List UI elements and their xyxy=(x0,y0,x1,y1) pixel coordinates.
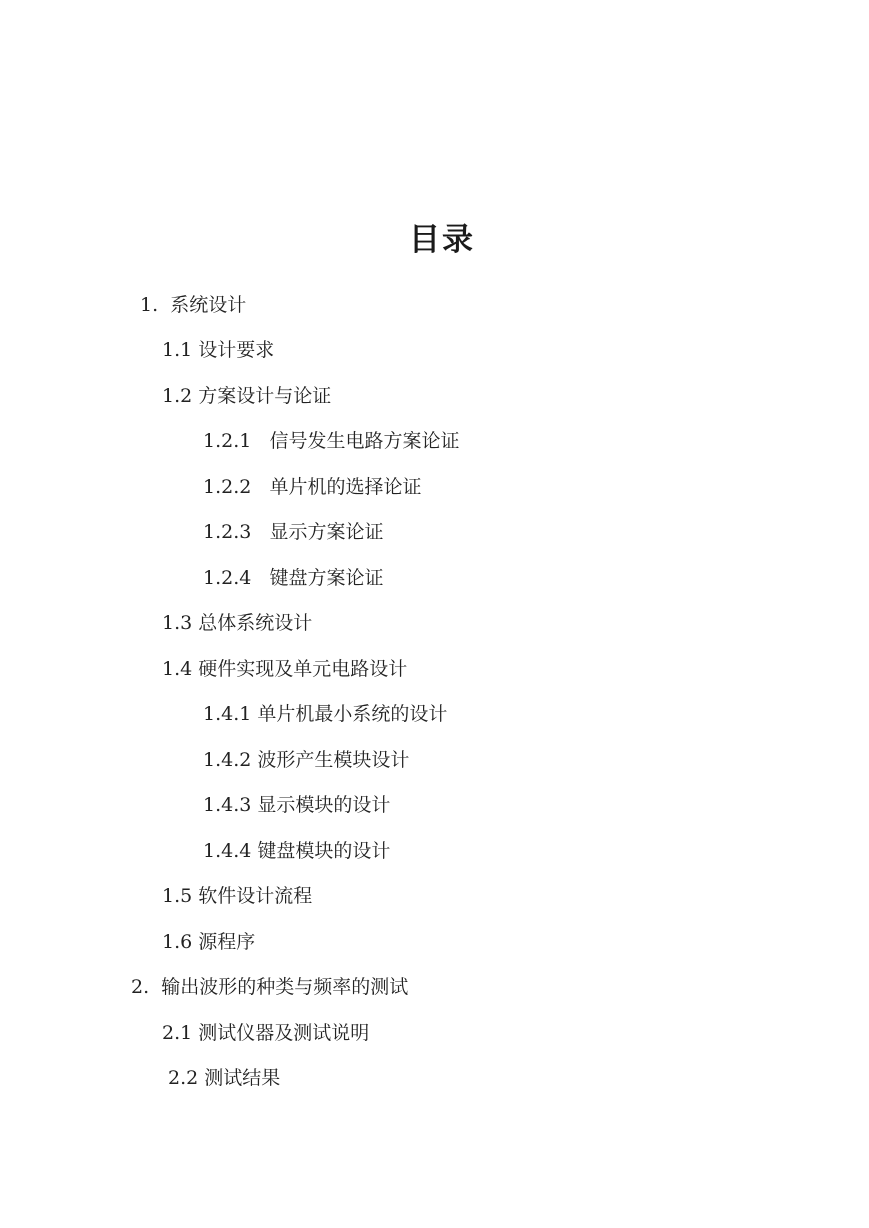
toc-entry: 1.1 设计要求 xyxy=(162,339,275,361)
toc-entry: 2. 输出波形的种类与频率的测试 xyxy=(131,976,409,998)
toc-entry: 2.2 测试结果 xyxy=(168,1067,281,1089)
toc-entry: 1.2 方案设计与论证 xyxy=(162,385,332,407)
toc-entry: 1.4.2 波形产生模块设计 xyxy=(203,749,410,771)
toc-entry: 1.4.4 键盘模块的设计 xyxy=(203,840,391,862)
toc-entry: 1.2.3 显示方案论证 xyxy=(203,521,384,543)
toc-entry: 2.1 测试仪器及测试说明 xyxy=(162,1022,370,1044)
toc-entry: 1.4.1 单片机最小系统的设计 xyxy=(203,703,448,725)
toc-entry: 1.4 硬件实现及单元电路设计 xyxy=(162,658,408,680)
toc-entry: 1.2.4 键盘方案论证 xyxy=(203,567,384,589)
toc-entry: 1.6 源程序 xyxy=(162,931,256,953)
toc-entry: 1.2.1 信号发生电路方案论证 xyxy=(203,430,460,452)
toc-entry: 1.5 软件设计流程 xyxy=(162,885,313,907)
toc-entry: 1.4.3 显示模块的设计 xyxy=(203,794,391,816)
toc-entry: 1. 系统设计 xyxy=(140,294,247,316)
toc-entry: 1.2.2 单片机的选择论证 xyxy=(203,476,422,498)
toc-title: 目录 xyxy=(409,222,475,258)
toc-entry: 1.3 总体系统设计 xyxy=(162,612,313,634)
